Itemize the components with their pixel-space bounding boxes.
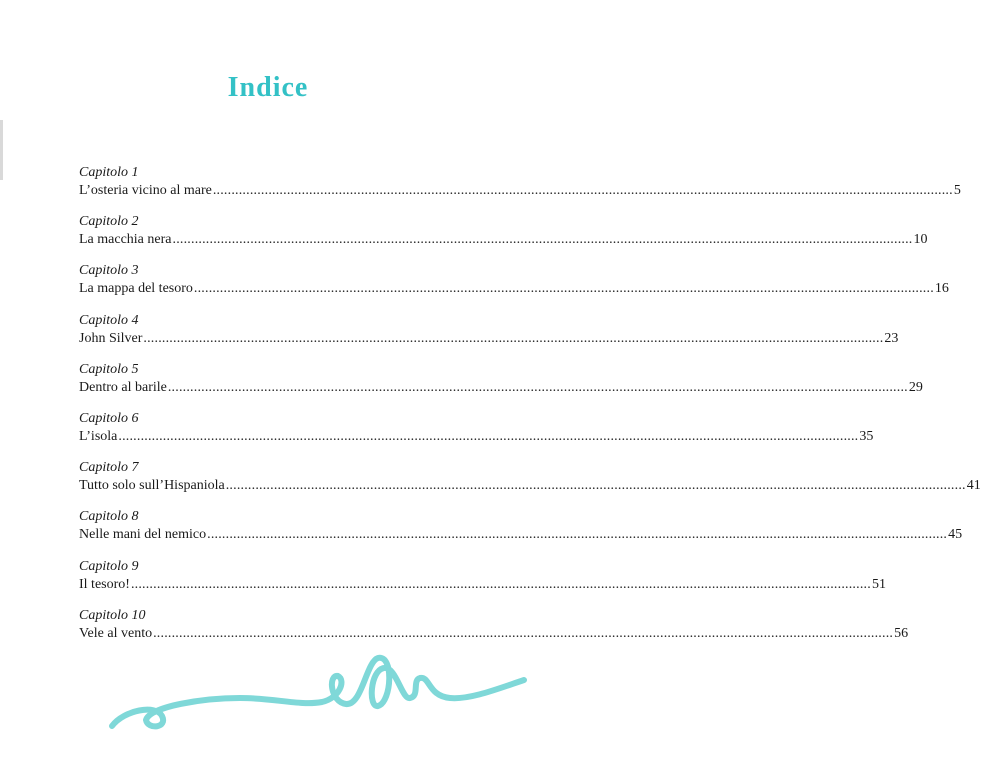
- toc-entry[interactable]: [79, 262, 949, 311]
- chapter-title: La mappa del tesoro: [79, 281, 193, 297]
- page-number: 45: [948, 527, 963, 543]
- chapter-title: L’isola: [79, 428, 118, 444]
- chapter-label: Capitolo 10: [79, 607, 146, 623]
- chapter-label: Capitolo 5: [79, 361, 139, 377]
- entry-line: [79, 525, 963, 544]
- page-number: 56: [894, 625, 909, 641]
- chapter-label: Capitolo 9: [79, 558, 139, 574]
- page-number: 41: [966, 478, 981, 494]
- entry-line: [79, 575, 886, 594]
- chapter-label: Capitolo 8: [79, 509, 139, 525]
- dot-leader: ........................................................................................................................................................................................................: [167, 379, 908, 395]
- dot-leader: ........................................................................................................................................................................................................: [172, 232, 913, 248]
- toc-entry[interactable]: [79, 312, 899, 361]
- chapter-title: Il tesoro!: [79, 576, 130, 592]
- entry-line: [79, 279, 949, 298]
- toc-entry[interactable]: [79, 164, 961, 213]
- dot-leader: ........................................................................................................................................................................................................: [193, 281, 934, 297]
- entry-line: [79, 181, 961, 200]
- toc-entry[interactable]: [79, 213, 928, 262]
- chapter-label: Capitolo 4: [79, 312, 139, 328]
- chapter-title: Tutto solo sull’Hispaniola: [79, 478, 225, 494]
- page-number: 23: [884, 330, 899, 346]
- entry-line: [79, 476, 981, 495]
- dot-leader: ........................................................................................................................................................................................................: [212, 183, 953, 198]
- entry-line: [79, 230, 928, 249]
- page-number: 29: [908, 379, 923, 395]
- chapter-label: Capitolo 6: [79, 410, 139, 426]
- dot-leader: ........................................................................................................................................................................................................: [143, 330, 884, 346]
- toc-entry[interactable]: [79, 508, 963, 557]
- page-number: 5: [953, 183, 961, 198]
- toc-entry[interactable]: [79, 410, 874, 459]
- ribbon-stroke: [112, 658, 524, 727]
- table-of-contents: [79, 164, 981, 656]
- chapter-label: Capitolo 1: [79, 165, 139, 180]
- entry-line: [79, 427, 874, 446]
- dot-leader: ........................................................................................................................................................................................................: [225, 478, 966, 494]
- page-title: Indice: [227, 72, 309, 103]
- chapter-title: Nelle mani del nemico: [79, 527, 207, 543]
- toc-entry[interactable]: [79, 361, 923, 410]
- toc-entry[interactable]: [79, 558, 886, 607]
- dot-leader: ........................................................................................................................................................................................................: [153, 625, 894, 641]
- chapter-title: John Silver: [79, 330, 143, 346]
- toc-entry[interactable]: [79, 459, 981, 508]
- page-number: 35: [859, 428, 874, 444]
- page-number: 51: [871, 576, 886, 592]
- chapter-title: Dentro al barile: [79, 379, 167, 395]
- page-number: 16: [934, 281, 949, 297]
- page-number: 10: [913, 232, 928, 248]
- dot-leader: ........................................................................................................................................................................................................: [130, 576, 871, 592]
- dot-leader: ........................................................................................................................................................................................................: [207, 527, 948, 543]
- dot-leader: ........................................................................................................................................................................................................: [118, 428, 859, 444]
- chapter-label: Capitolo 3: [79, 263, 139, 279]
- page-edge-mark: [0, 120, 3, 180]
- chapter-label: Capitolo 7: [79, 460, 139, 476]
- chapter-title: Vele al vento: [79, 625, 153, 641]
- chapter-title: L’osteria vicino al mare: [79, 183, 212, 198]
- entry-line: [79, 378, 923, 397]
- ribbon-swirl-icon: [0, 640, 536, 757]
- entry-line: [79, 329, 899, 348]
- chapter-title: La macchia nera: [79, 232, 172, 248]
- chapter-label: Capitolo 2: [79, 214, 139, 230]
